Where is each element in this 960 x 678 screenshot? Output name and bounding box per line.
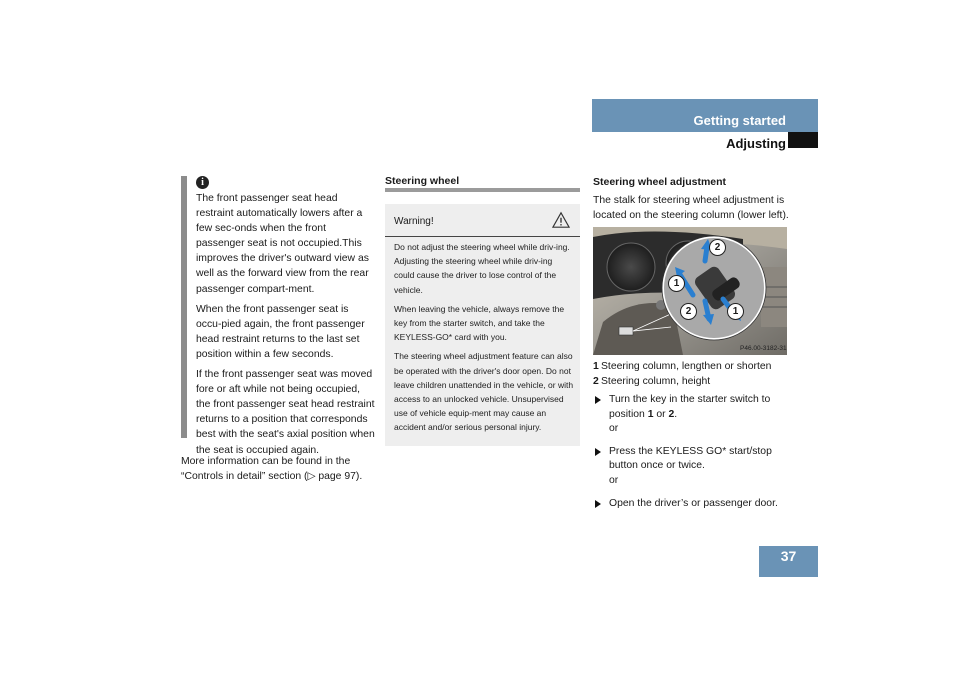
photo-legend [593,360,793,390]
callout-2-top: 2 [709,239,726,256]
step-text: or [653,408,669,420]
bullet-arrow-icon [595,448,601,456]
warning-divider [385,236,580,237]
instruction-step [593,497,793,512]
warning-paragraph: The steering wheel adjustment feature can also be operated with the driver's door open. Do not leave children unattended in the vehicle, or with access to an unlocked vehicle. Unsupervised use of vehicle equip-ment may cause an accident and/or serious personal injury. [394,351,574,433]
callout-1-left: 1 [668,275,685,292]
step-text: Press the KEYLESS GO* start/stop button once or twice. [609,445,772,472]
legend-number: 1 [593,361,599,372]
heading-rule [385,188,580,192]
step-text: . [674,408,678,420]
steering-wheel-heading: Steering wheel [385,175,460,187]
step-or: or [609,474,619,486]
note-text [196,191,376,463]
adjustment-intro: The stalk for steering wheel adjustment is located on the steering column (lower left). [593,195,789,222]
header-tab-marker [788,132,818,148]
bullet-arrow-icon [595,396,601,404]
more-info-text: More information can be found in the “Controls in detail” section (▷ page 97). [181,456,363,483]
instruction-step [593,445,793,489]
page-header [592,99,818,151]
legend-number: 2 [593,375,599,387]
steering-column-photo [593,227,787,355]
photo-code: P46.00-3182-31 [740,345,787,352]
note-paragraph: The front passenger seat head restraint automatically lowers after a few sec-onds when the front passenger seat is not occupied.This improves the driver's outward view as well as the forward view from the rear passenger compart-ment. [196,193,369,295]
warning-heading: Warning! [394,216,434,227]
instruction-step [593,393,793,437]
warning-body [394,240,574,440]
bullet-arrow-icon [595,500,601,508]
step-position-number: 2 [668,408,675,420]
warning-triangle-icon [552,211,570,229]
step-text: Open the driver’s or passenger door. [609,497,778,509]
legend-item [593,375,793,390]
step-or: or [609,423,619,435]
instruction-list [593,393,793,519]
photo-illustration [593,227,787,355]
step-position-number: 1 [647,408,654,420]
warning-box [385,204,580,446]
callout-1-right: 1 [727,303,744,320]
info-icon: i [196,176,209,189]
note-paragraph: If the front passenger seat was moved fore or aft while not being occupied, the front passenger seat head restraint returns to a position that corresponds best with the seat's axial position when the seat is occupied again. [196,369,375,456]
warning-paragraph: Do not adjust the steering wheel while driv-ing. Adjusting the steering wheel while driv-ing could cause the driver to lose control of the vehicle. [394,242,570,295]
page-number: 37 [759,546,818,577]
section-title: Getting started [693,113,786,128]
legend-text: Steering column, height [601,375,711,387]
adjustment-heading: Steering wheel adjustment [593,176,727,188]
warning-paragraph: When leaving the vehicle, always remove the key from the starter switch, and take the KEYLESS-GO* card with you. [394,303,565,343]
legend-item [593,360,793,375]
note-paragraph: When the front passenger seat is occu-pied again, the front passenger head restraint returns to the last set position within a few seconds. [196,303,365,360]
callout-2-bottom: 2 [680,303,697,320]
subsection-title: Adjusting [726,136,786,151]
step-text: Turn the key in the starter switch to position [609,394,771,420]
legend-text: Steering column, lengthen or shorten [601,361,772,372]
